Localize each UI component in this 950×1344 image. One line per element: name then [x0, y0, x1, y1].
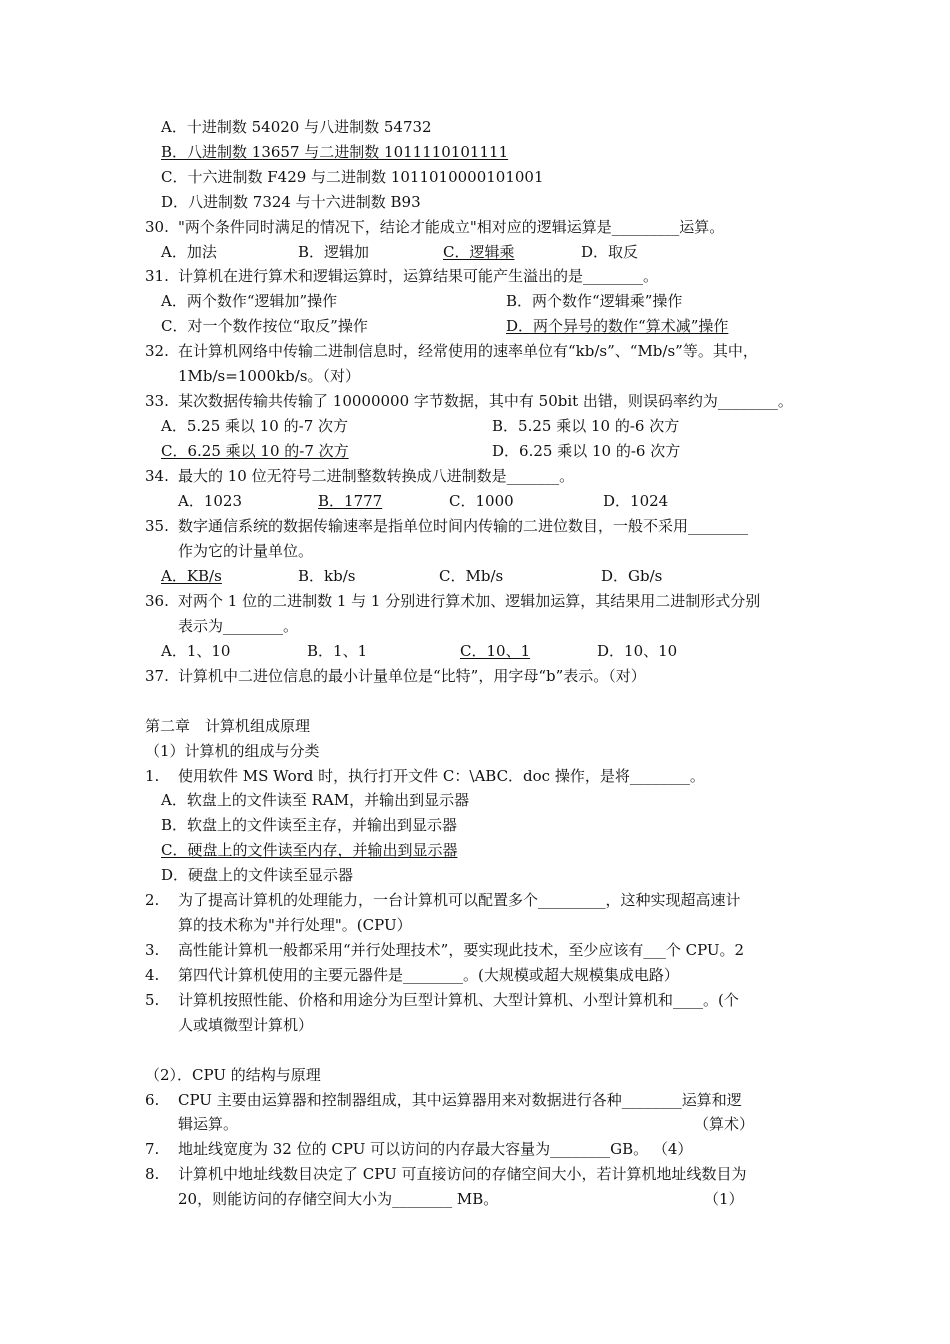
c8-answer: （1）	[704, 1190, 744, 1208]
c4-number: 4.	[145, 966, 160, 984]
q35-line1: 数字通信系统的数据传输速率是指单位时间内传输的二进位数目，一般不采用________	[178, 517, 749, 535]
q35-line2: 作为它的计量单位。	[178, 542, 314, 560]
c6-line2: 辑运算。	[178, 1115, 239, 1133]
c2-line1: 为了提高计算机的处理能力，一台计算机可以配置多个_________，这种实现超高速计	[178, 891, 741, 909]
chapter-title: 第二章 计算机组成原理	[145, 717, 311, 735]
q31-option-a: A．两个数作“逻辑加”操作	[161, 292, 338, 310]
section-1-heading: （1）计算机的组成与分类	[145, 742, 320, 760]
q29-option-b: B．八进制数 13657 与二进制数 1011110101111	[161, 143, 509, 161]
q32-line2: 1Mb/s=1000kb/s。（对）	[178, 367, 360, 385]
q33-stem: 某次数据传输共传输了 10000000 字节数据，其中有 50bit 出错，则误码率约为________。	[178, 392, 793, 410]
q34-stem: 最大的 10 位无符号二进制整数转换成八进制数是_______。	[178, 467, 575, 485]
c5-number: 5.	[145, 991, 160, 1009]
q29-option-d: D．八进制数 7324 与十六进制数 B93	[161, 193, 421, 211]
q30-option-a: A．加法	[161, 243, 217, 261]
c6-answer: （算术）	[694, 1115, 755, 1133]
q33-option-d: D．6.25 乘以 10 的-6 次方	[492, 442, 681, 460]
q30-option-c: C．逻辑乘	[443, 243, 515, 261]
q29-option-c: C．十六进制数 F429 与二进制数 1011010000101001	[161, 168, 544, 186]
q36-option-d: D．10、10	[597, 642, 678, 660]
c7-stem: 地址线宽度为 32 位的 CPU 可以访问的内存最大容量为________GB。 （4）	[178, 1140, 693, 1158]
q35-option-c: C．Mb/s	[439, 567, 504, 585]
c1-option-c: C．硬盘上的文件读至内存，并输出到显示器	[161, 841, 458, 859]
q36-line2: 表示为________。	[178, 617, 299, 635]
q37-stem: 计算机中二进位信息的最小计量单位是“比特”，用字母“b”表示。（对）	[178, 667, 646, 685]
c5-line1: 计算机按照性能、价格和用途分为巨型计算机、大型计算机、小型计算机和____。(个	[178, 991, 739, 1009]
q33-option-c: C．6.25 乘以 10 的-7 次方	[161, 442, 349, 460]
q33-option-a: A．5.25 乘以 10 的-7 次方	[161, 417, 349, 435]
c1-option-b: B．软盘上的文件读至主存，并输出到显示器	[161, 816, 458, 834]
c6-number: 6.	[145, 1091, 160, 1109]
q34-number: 34.	[145, 467, 169, 485]
q34-option-c: C．1000	[449, 492, 514, 510]
c1-option-d: D．硬盘上的文件读至显示器	[161, 866, 354, 884]
q29-option-a: A．十进制数 54020 与八进制数 54732	[161, 118, 432, 136]
c1-option-a: A．软盘上的文件读至 RAM，并输出到显示器	[161, 791, 470, 809]
q36-option-c: C．10、1	[460, 642, 531, 660]
q36-option-a: A．1、10	[161, 642, 231, 660]
c3-stem: 高性能计算机一般都采用“并行处理技术”，要实现此技术，至少应该有___个 CPU。2	[178, 941, 745, 959]
q31-option-b: B．两个数作“逻辑乘”操作	[506, 292, 683, 310]
q33-option-b: B．5.25 乘以 10 的-6 次方	[492, 417, 680, 435]
q32-number: 32.	[145, 342, 169, 360]
q36-line1: 对两个 1 位的二进制数 1 与 1 分别进行算术加、逻辑加运算，其结果用二进制形式分别	[178, 592, 761, 610]
q36-number: 36.	[145, 592, 169, 610]
q31-option-d: D．两个异号的数作“算术减”操作	[506, 317, 729, 335]
q34-option-d: D．1024	[603, 492, 669, 510]
q30-option-b: B．逻辑加	[298, 243, 370, 261]
c5-line2: 人或填微型计算机）	[178, 1016, 314, 1034]
c4-stem: 第四代计算机使用的主要元器件是________。(大规模或超大规模集成电路）	[178, 966, 679, 984]
q31-stem: 计算机在进行算术和逻辑运算时，运算结果可能产生溢出的是________。	[178, 267, 659, 285]
c8-line2: 20，则能访问的存储空间大小为________ MB。	[178, 1190, 499, 1208]
section-2-heading: （2）．CPU 的结构与原理	[145, 1066, 321, 1084]
q37-number: 37.	[145, 667, 169, 685]
q34-option-a: A．1023	[178, 492, 243, 510]
q33-number: 33.	[145, 392, 169, 410]
c2-line2: 算的技术称为"并行处理"。(CPU）	[178, 916, 412, 934]
q31-option-c: C．对一个数作按位“取反”操作	[161, 317, 368, 335]
q30-option-d: D．取反	[581, 243, 639, 261]
q35-option-b: B．kb/s	[298, 567, 356, 585]
q31-number: 31.	[145, 267, 169, 285]
c3-number: 3.	[145, 941, 160, 959]
q36-option-b: B．1、1	[307, 642, 368, 660]
c1-number: 1.	[145, 767, 160, 785]
q30-stem: "两个条件同时满足的情况下，结论才能成立"相对应的逻辑运算是_________运算。	[178, 218, 725, 236]
c7-number: 7.	[145, 1140, 160, 1158]
q35-option-a: A．KB/s	[161, 567, 222, 585]
q34-option-b: B．1777	[318, 492, 383, 510]
q32-line1: 在计算机网络中传输二进制信息时，经常使用的速率单位有“kb/s”、“Mb/s”等。其中，	[178, 342, 758, 360]
c6-line1: CPU 主要由运算器和控制器组成，其中运算器用来对数据进行各种________运算和逻	[178, 1091, 742, 1109]
c1-stem: 使用软件 MS Word 时，执行打开文件 C：\ABC．doc 操作，是将________。	[178, 767, 705, 785]
c8-line1: 计算机中地址线数目决定了 CPU 可直接访问的存储空间大小，若计算机地址线数目为	[178, 1165, 747, 1183]
q30-number: 30.	[145, 218, 169, 236]
c2-number: 2.	[145, 891, 160, 909]
q35-option-d: D．Gb/s	[601, 567, 663, 585]
c8-number: 8.	[145, 1165, 160, 1183]
q35-number: 35.	[145, 517, 169, 535]
